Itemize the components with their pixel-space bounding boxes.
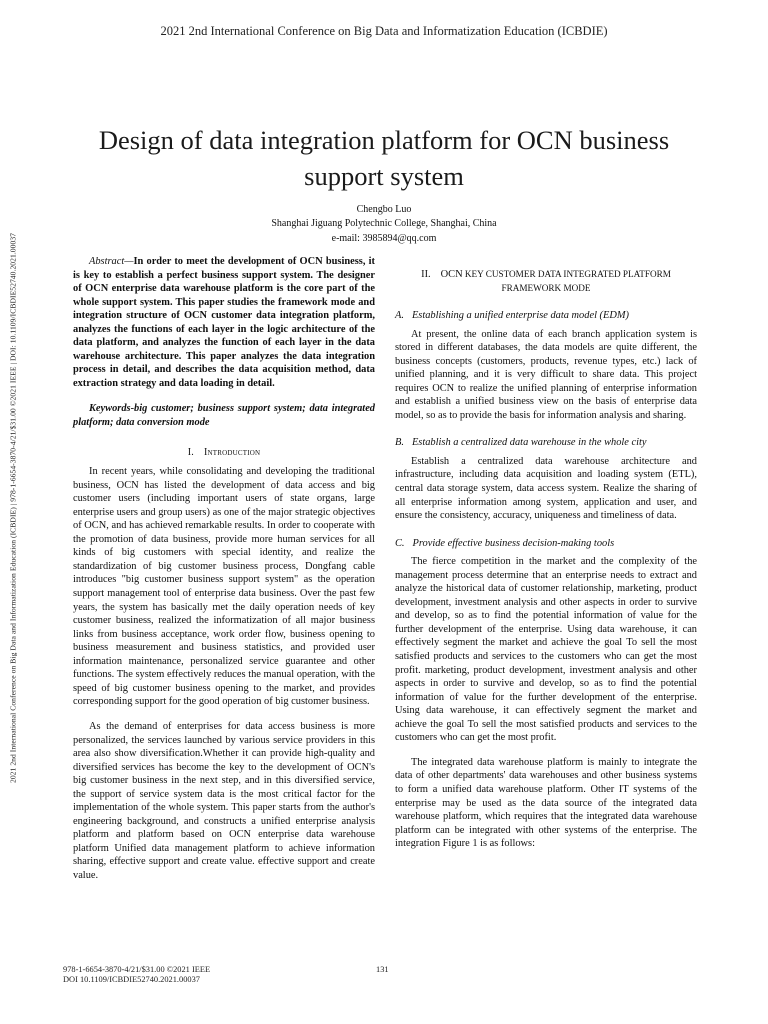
footer-doi: DOI 10.1109/ICBDIE52740.2021.00037 bbox=[63, 975, 200, 985]
subsection-heading-b bbox=[395, 436, 697, 450]
footer-isbn: 978-1-6654-3870-4/21/$31.00 ©2021 IEEE bbox=[63, 965, 211, 974]
subsection-c-paragraph-1: The fierce competition in the market and the complexity of the management process determine that an enterprise needs to extract and analyze the historical data of customer relationship, marketing, product development, investment analysis and other aspects in order to survive and develop, so as to find the potential information of value for the further development of the enterprise. Using data warehouse, it can effectively segment the market and achieve the goal To sell the most satisfied products and services to the customers who can get the most profit. marketing, product development, investment analysis and other aspects in order to survive and develop, so as to find the potential information of value for the further development of the enterprise. Using data warehouse, it can effectively segment the market and achieve the goal To sell the most satisfied products and services to the customers who can get the most profit. bbox=[395, 556, 697, 744]
footer-identifiers bbox=[63, 965, 210, 986]
side-banner bbox=[0, 0, 26, 1024]
subsection-title: Establishing a unified enterprise data model (EDM) bbox=[411, 310, 629, 321]
subsection-title: Provide effective business decision-making tools bbox=[412, 537, 615, 549]
subsection-b-paragraph: Establish a centralized data warehouse architecture and infrastructure, including data acquisition and loading system (ETL), central data storage system, data access system. Realize the sharing of all enterprise information among system, application and user, and ensure the consistency, accuracy, uniqueness and timeliness of data. bbox=[395, 455, 697, 522]
abstract-label: Abstract— bbox=[89, 256, 134, 267]
author-name: Chengbo Luo bbox=[356, 204, 412, 215]
subsection-c-paragraph-2: The integrated data warehouse platform is mainly to integrate the data of other departments' data warehouses and other business systems to form a unified data warehouse platform. Other IT systems of the enterprise may be used as the data source of the integrated data warehouse platform, which requires that the integrated data warehouse platform can be integrated with other systems of the enterprise. The integration Figure 1 is as follows: bbox=[395, 756, 697, 850]
paper-title: Design of data integration platform for OCN business support system bbox=[98, 125, 670, 191]
section-heading-framework bbox=[395, 268, 697, 294]
author-affiliation: Shanghai Jiguang Polytechnic College, Shanghai, China bbox=[271, 218, 497, 230]
section-number: I. bbox=[187, 446, 194, 458]
conference-header: 2021 2nd International Conference on Big Data and Informatization Education (ICBDIE) bbox=[160, 24, 608, 38]
section-title-ocn: OCN bbox=[440, 269, 463, 280]
keywords: Keywords-big customer; business support system; data integrated platform; data conversion mode bbox=[73, 403, 375, 429]
page-number: 131 bbox=[376, 965, 389, 974]
abstract bbox=[73, 255, 375, 390]
author-email: e-mail: 3985894@qq.com bbox=[331, 232, 437, 244]
right-column bbox=[395, 268, 697, 851]
left-column bbox=[73, 255, 375, 883]
subsection-heading-a bbox=[395, 309, 697, 323]
subsection-letter: B. bbox=[395, 437, 404, 449]
subsection-title: Establish a centralized data warehouse in the whole city bbox=[411, 437, 647, 449]
author-block bbox=[120, 203, 648, 246]
section-number: II. bbox=[421, 269, 431, 280]
intro-paragraph-2: As the demand of enterprises for data access business is more personalized, the services launched by various service providers in this area also show diversification.Whether it can provide high-quality and diversified services has become the key to the development of OCN's big customer business in the next step, and in this diversified service, the support of service system data is the most critical factor for the implementation of the whole system. This paper starts from the author's engineering background, and constructs a unified enterprise analysis platform and platform based on OCN enterprise data warehouse platform Unified data management platform to achieve information sharing, effective support and create value. effective support and create value. bbox=[73, 720, 375, 881]
section-title: Introduction bbox=[203, 446, 261, 458]
side-banner-text: 2021 2nd International Conference on Big Data and Informatization Education (ICBDIE) | 978-1-6654-3870-4/21/$31.00 ©2021 IEEE | DOI: 10.1109/ICBDIE52740.2021.00037 bbox=[8, 232, 18, 784]
section-heading-introduction bbox=[73, 446, 375, 460]
abstract-text: In order to meet the development of OCN business, it is key to establish a perfect business support system. The designer of OCN enterprise data warehouse platform is the core part of the whole support system. This paper studies the framework mode and integration structure of OCN customer data integration platform, analyzes the functions of each layer in the logic architecture of the data platform, and analyzes the function of each layer in the data warehouse architecture. This paper analyzes the data integration process in detail, and describes the data acquisition method, data extraction strategy and data loading in detail. bbox=[73, 256, 375, 389]
subsection-letter: A. bbox=[395, 310, 404, 321]
section-title: KEY CUSTOMER DATA INTEGRATED PLATFORM FRAMEWORK MODE bbox=[464, 269, 671, 293]
subsection-a-paragraph: At present, the online data of each branch application system is stored in different databases, the data models are quite different, the business concepts (customers, products, revenue types, etc.) lack of unified planning, and it is very difficult to share data. This project requires OCN to realize the unified planning of enterprise information and establish a unified business view on the basis of enterprise data model, so as to provide the basis for information analysis and sharing. bbox=[395, 328, 697, 421]
subsection-heading-c bbox=[395, 537, 697, 551]
subsection-letter: C. bbox=[395, 537, 405, 549]
intro-paragraph-1: In recent years, while consolidating and developing the traditional business, OCN has listed the development of data access and big customer users (including important users of state organs, large enterprise users and group users) as one of the major strategic objectives of OCN, and has achieved remarkable results. In order to cooperate with the promotion of data business, provide more human services for all kinds of big customers with special identity, and realize the standardization of big customer business process, Dongfang cable introduces "big customer business support system" as the operation support management tool of enterprise data business. Over the past few years, the system has basically met the daily operation needs of key customer business, realized the informatization of all major business links from business acceptance, work order flow, business opening to business measurement and business statistics, and provided user information maintenance, personalized service guarantee and other functions. The system effectively reduces the manual operation, with the speed of big customer business opening to the market, and provides corresponding support for the good operation of big customer business. bbox=[73, 466, 375, 708]
